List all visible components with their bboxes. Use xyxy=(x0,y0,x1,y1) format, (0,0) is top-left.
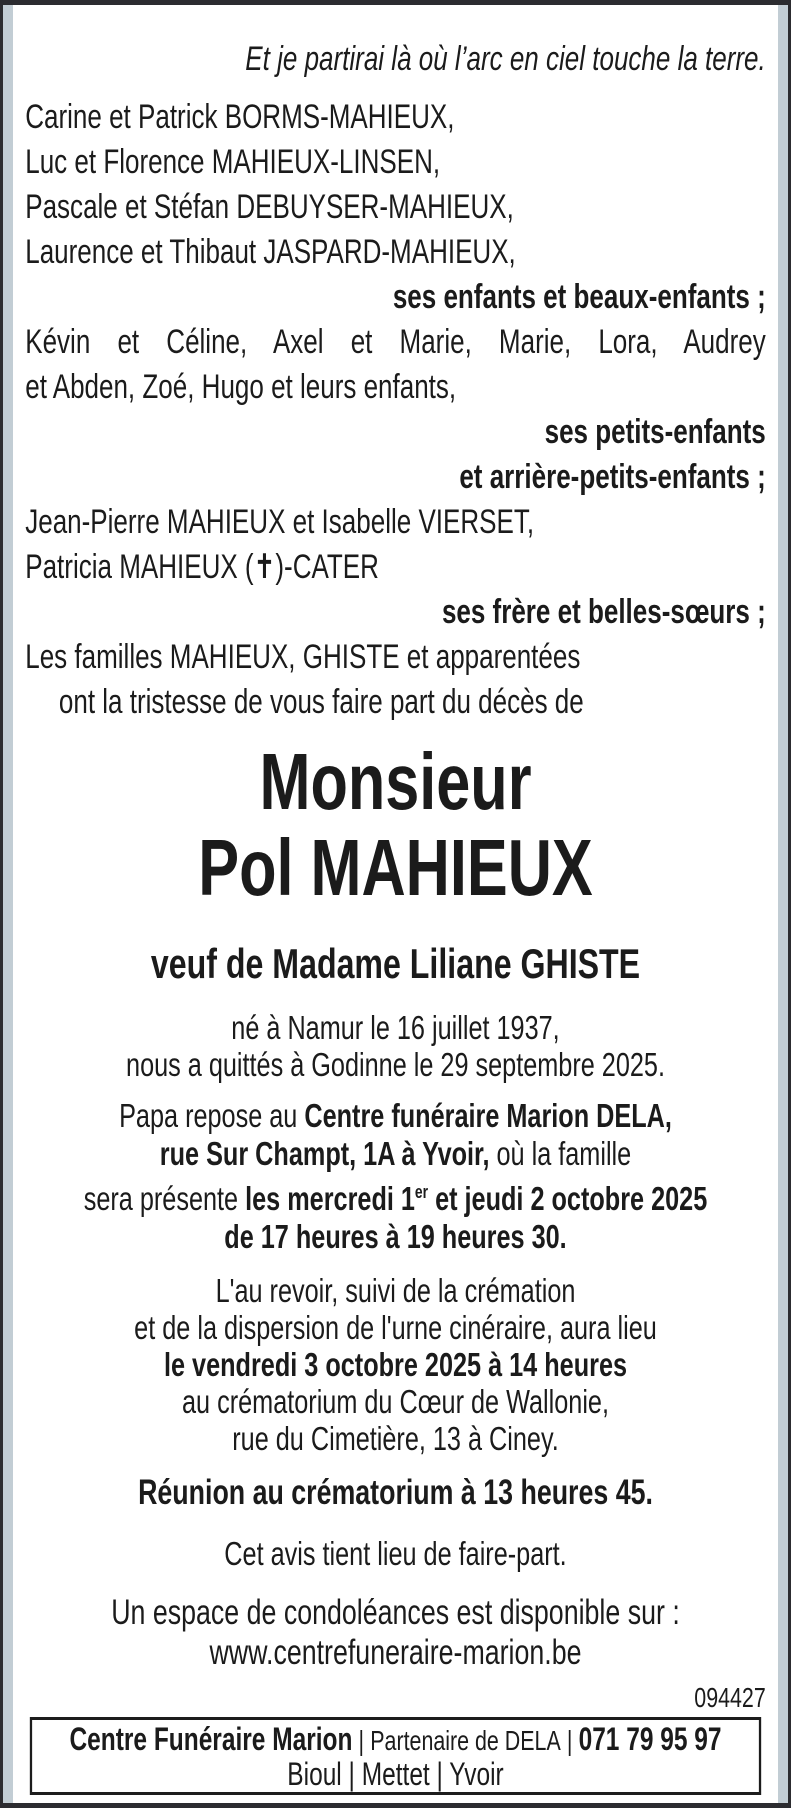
grandchildren-role-line1: ses petits-enfants xyxy=(544,413,766,451)
side-stripe-right xyxy=(778,5,788,1803)
memorial-quote: Et je partirai là où l’arc en ciel touche la terre. xyxy=(245,40,766,78)
visitation-line3-bold2: et jeudi 2 octobre 2025 xyxy=(428,1180,708,1217)
ceremony-line3 xyxy=(25,1346,766,1383)
visitation-line2 xyxy=(25,1135,766,1173)
meeting-line: Réunion au crématorium à 13 heures 45. xyxy=(138,1473,653,1512)
visitation-line4 xyxy=(25,1218,766,1256)
grandchildren-names-line1: Kévin et Céline, Axel et Marie, Marie, Lora, Audrey xyxy=(25,323,766,361)
formal-notice-line: Cet avis tient lieu de faire-part. xyxy=(224,1535,567,1572)
family-line-child: Carine et Patrick BORMS-MAHIEUX, xyxy=(25,98,455,136)
family-section xyxy=(25,95,766,725)
side-stripe-left xyxy=(3,5,13,1803)
visitation-line1-bold: Centre funéraire Marion DELA, xyxy=(304,1097,672,1134)
deceased-title: Monsieur xyxy=(259,737,532,826)
family-line-child: Luc et Florence MAHIEUX-LINSEN, xyxy=(25,143,441,181)
ceremony-line2: et de la dispersion de l'urne cinéraire, aura lieu xyxy=(134,1309,657,1346)
locations-line: Bioul | Mettet | Yvoir xyxy=(287,1756,504,1792)
visitation-line4-bold: de 17 heures à 19 heures 30. xyxy=(224,1218,567,1255)
death-line: nous a quittés à Godinne le 29 septembre 2025. xyxy=(126,1046,665,1083)
partner-label: Partenaire de DELA xyxy=(370,1725,561,1756)
visitation-line3-bold: les mercredi 1 xyxy=(245,1180,415,1217)
condolences-url: www.centrefuneraire-marion.be xyxy=(209,1633,582,1672)
announcement-line: ont la tristesse de vous faire part du décès de xyxy=(58,683,584,721)
grandchildren-role-line2: et arrière-petits-enfants ; xyxy=(459,458,766,496)
phone-number: 071 79 95 97 xyxy=(578,1721,722,1757)
ceremony-line5: rue du Cimetière, 13 à Ciney. xyxy=(232,1420,559,1457)
reference-number: 094427 xyxy=(694,1682,766,1713)
family-line-child: Pascale et Stéfan DEBUYSER-MAHIEUX, xyxy=(25,188,514,226)
visitation-line2-regular: où la famille xyxy=(489,1135,632,1172)
visitation-line3 xyxy=(25,1173,766,1218)
ceremony-line1: L'au revoir, suivi de la crémation xyxy=(215,1272,576,1309)
children-role-label: ses enfants et beaux-enfants ; xyxy=(392,278,766,316)
funeral-home-name: Centre Funéraire Marion xyxy=(69,1721,353,1757)
ceremony-paragraph xyxy=(25,1272,766,1457)
grandchildren-names-line2: et Abden, Zoé, Hugo et leurs enfants, xyxy=(25,368,457,406)
family-line-child: Laurence et Thibaut JASPARD-MAHIEUX, xyxy=(25,233,516,271)
visitation-line1-regular: Papa repose au xyxy=(119,1097,305,1134)
families-line: Les familles MAHIEUX, GHISTE et apparentées xyxy=(25,638,581,676)
widower-line: veuf de Madame Liliane GHISTE xyxy=(150,940,641,987)
separator-bar: | xyxy=(358,1725,365,1756)
condolences-block xyxy=(25,1593,766,1673)
visitation-line3-regular: sera présente xyxy=(83,1180,246,1217)
deceased-title-block xyxy=(25,739,766,911)
condolences-line: Un espace de condoléances est disponible sur : xyxy=(111,1593,680,1632)
siblings-names-line2: Patricia MAHIEUX (✝)-CATER xyxy=(25,548,379,586)
birth-death-lines xyxy=(25,1009,766,1083)
ceremony-line3-bold: le vendredi 3 octobre 2025 à 14 heures xyxy=(163,1346,628,1383)
ceremony-line4: au crématorium du Cœur de Wallonie, xyxy=(182,1383,609,1420)
birth-line: né à Namur le 16 juillet 1937, xyxy=(231,1009,560,1046)
funeral-home-banner xyxy=(30,1717,761,1795)
notice-content xyxy=(13,5,778,1795)
siblings-role-label: ses frère et belles-sœurs ; xyxy=(441,593,766,631)
deceased-name: Pol MAHIEUX xyxy=(198,823,593,912)
siblings-names-line1: Jean-Pierre MAHIEUX et Isabelle VIERSET, xyxy=(25,503,535,541)
visitation-paragraph xyxy=(25,1097,766,1256)
separator-bar: | xyxy=(566,1725,573,1756)
funeral-home-info-line xyxy=(38,1722,753,1758)
visitation-line1 xyxy=(25,1097,766,1135)
ordinal-superscript: er xyxy=(414,1182,429,1202)
visitation-line2-bold: rue Sur Champt, 1A à Yvoir, xyxy=(159,1135,490,1172)
